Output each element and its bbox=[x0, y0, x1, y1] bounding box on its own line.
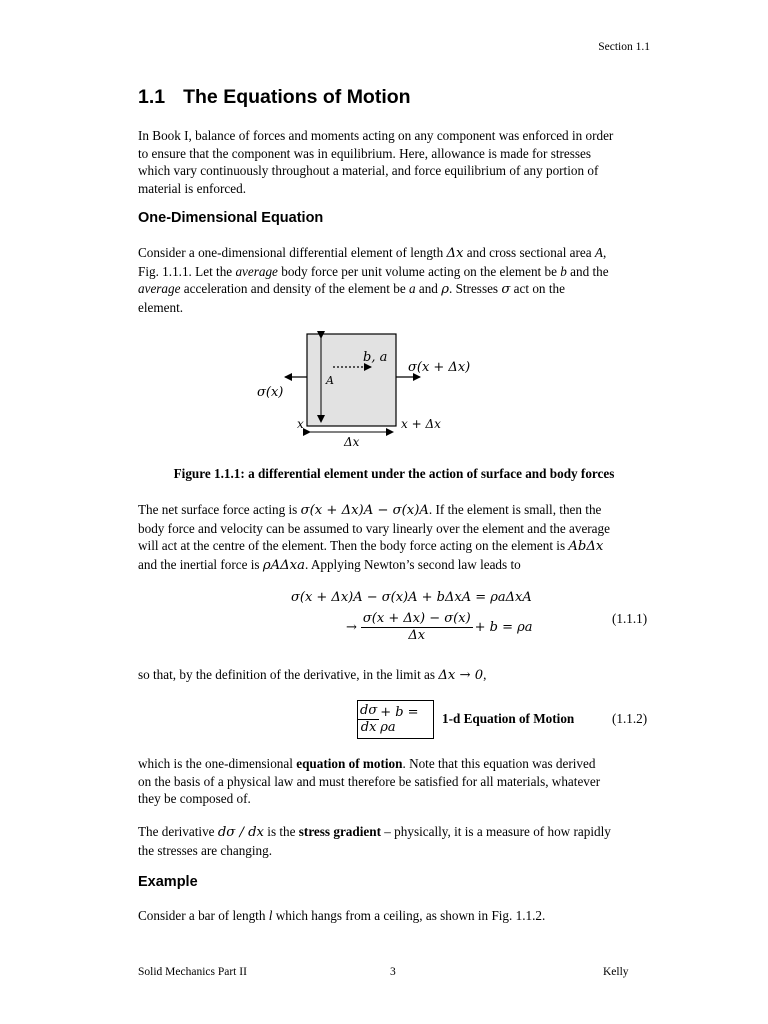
intro-line: material is enforced. bbox=[138, 180, 247, 196]
equation-rhs: + b = ρa bbox=[474, 620, 533, 635]
equation-tag: (1.1.1) bbox=[612, 611, 648, 626]
page-number: 3 bbox=[390, 966, 396, 978]
text-run: . Applying Newton’s second law leads to bbox=[304, 556, 521, 572]
text-run: which is the one-dimensional bbox=[138, 756, 297, 771]
text-run: The derivative bbox=[138, 824, 218, 839]
fraction bbox=[361, 611, 473, 644]
math-inline: Δx bbox=[446, 246, 464, 261]
intro-line: to ensure that the component was in equilibrium. Here, allowance is made for stresses bbox=[138, 145, 592, 161]
text-run: Consider a one-dimensional differential element of length bbox=[138, 245, 447, 260]
denominator: dx bbox=[360, 720, 377, 735]
paragraph-limit bbox=[138, 666, 486, 685]
figure-caption: Figure 1.1.1: a differential element under the action of surface and body forces bbox=[173, 466, 615, 481]
text-run: Fig. 1.1.1. Let the bbox=[138, 263, 236, 279]
math-inline: dσ / dx bbox=[217, 825, 264, 840]
intro-line: In Book I, balance of forces and moments acting on any component was enforced in order bbox=[138, 128, 614, 143]
text-run: Consider a bar of length bbox=[138, 908, 269, 923]
paragraph-net-force bbox=[138, 501, 610, 574]
text-run: which hangs from a ceiling, as shown in Fig. 1.1.2. bbox=[272, 908, 546, 923]
text-run: , bbox=[602, 245, 607, 260]
arrow-symbol: → bbox=[346, 620, 357, 635]
math-inline: σ(x + Δx)A − σ(x)A bbox=[300, 503, 429, 518]
text-run: , bbox=[483, 667, 487, 682]
equation-rhs: + b = ρa bbox=[380, 704, 419, 735]
math-inline: l bbox=[268, 908, 273, 923]
equation-1-1-2-box bbox=[357, 700, 434, 739]
footer-author: Kelly bbox=[603, 966, 629, 978]
text-run: on the basis of a physical law and must therefore be satisfied for all materials, whatever bbox=[138, 773, 601, 789]
fraction bbox=[358, 703, 379, 736]
page-title bbox=[138, 86, 411, 109]
label-body-force: b, a bbox=[363, 350, 388, 365]
paragraph-element bbox=[138, 244, 609, 316]
intro-line: which vary continuously throughout a material, and force equilibrium of any portion of bbox=[138, 163, 599, 178]
equation-1-1-1-line2 bbox=[346, 611, 533, 644]
text-run: act on the bbox=[510, 281, 565, 296]
text-run: . Note that this equation was derived bbox=[402, 756, 596, 771]
emphasis: average bbox=[138, 281, 181, 296]
text-run: and bbox=[415, 281, 442, 296]
math-inline: ρ bbox=[441, 282, 449, 297]
text-run: . If the element is small, then the bbox=[428, 502, 602, 517]
equation-1-1-1-line1: σ(x + Δx)A − σ(x)A + bΔxA = ρaΔxA bbox=[291, 590, 532, 605]
text-run: – physically, it is a measure of how rapidly bbox=[380, 824, 611, 839]
equation-tag: (1.1.2) bbox=[612, 711, 648, 726]
paragraph-stress-gradient bbox=[138, 823, 611, 859]
label-left-stress: σ(x) bbox=[257, 385, 284, 400]
text-run: is the bbox=[263, 824, 299, 839]
label-x: x bbox=[297, 417, 304, 431]
element-box bbox=[307, 334, 396, 426]
equation-label: 1-d Equation of Motion bbox=[442, 711, 575, 726]
math-inline: AbΔx bbox=[568, 539, 604, 554]
text-run: so that, by the definition of the derivative, in the limit as bbox=[138, 667, 439, 682]
label-x-plus-dx: x + Δx bbox=[401, 417, 441, 431]
label-area: A bbox=[326, 374, 334, 387]
text-run: The net surface force acting is bbox=[138, 502, 301, 517]
denominator: Δx bbox=[408, 628, 426, 643]
text-run: and the inertial force is bbox=[138, 556, 263, 572]
text-run: . Stresses bbox=[448, 281, 502, 296]
math-inline: b bbox=[560, 263, 567, 279]
section-heading: One-Dimensional Equation bbox=[138, 210, 324, 226]
intro-paragraph bbox=[138, 127, 613, 197]
text-run: and cross sectional area bbox=[463, 245, 595, 260]
math-inline: Δx → 0 bbox=[438, 668, 484, 683]
text-run: element. bbox=[138, 299, 184, 315]
text-run: acceleration and density of the element be bbox=[180, 281, 409, 296]
text-run: body force per unit volume acting on the element be bbox=[277, 263, 561, 279]
math-inline: a bbox=[408, 281, 416, 296]
numerator: dσ bbox=[360, 703, 378, 718]
section-label: Section 1.1 bbox=[598, 41, 650, 53]
math-inline: A bbox=[594, 245, 603, 260]
text-run: will act at the centre of the element. Then the body force acting on the element is bbox=[138, 538, 569, 553]
emphasis: average bbox=[235, 263, 278, 279]
label-right-stress: σ(x + Δx) bbox=[408, 360, 471, 375]
math-inline: ρAΔxa bbox=[262, 557, 305, 573]
figure-differential-element bbox=[240, 325, 500, 455]
text-run: body force and velocity can be assumed to vary linearly over the element and the average bbox=[138, 520, 610, 536]
paragraph-example bbox=[138, 907, 545, 925]
text-run: they be composed of. bbox=[138, 791, 251, 806]
text-run: and the bbox=[566, 263, 609, 279]
title-text: The Equations of Motion bbox=[183, 86, 411, 108]
bold-term: equation of motion bbox=[296, 756, 403, 771]
paragraph-equation-of-motion bbox=[138, 755, 600, 808]
footer-left: Solid Mechanics Part II bbox=[138, 966, 247, 978]
numerator: σ(x + Δx) − σ(x) bbox=[362, 611, 471, 626]
math-inline: σ bbox=[501, 282, 511, 297]
title-number: 1.1 bbox=[138, 86, 166, 108]
label-dx: Δx bbox=[344, 435, 360, 449]
example-heading: Example bbox=[138, 874, 198, 890]
text-run: the stresses are changing. bbox=[138, 842, 273, 858]
bold-term: stress gradient bbox=[298, 824, 381, 839]
